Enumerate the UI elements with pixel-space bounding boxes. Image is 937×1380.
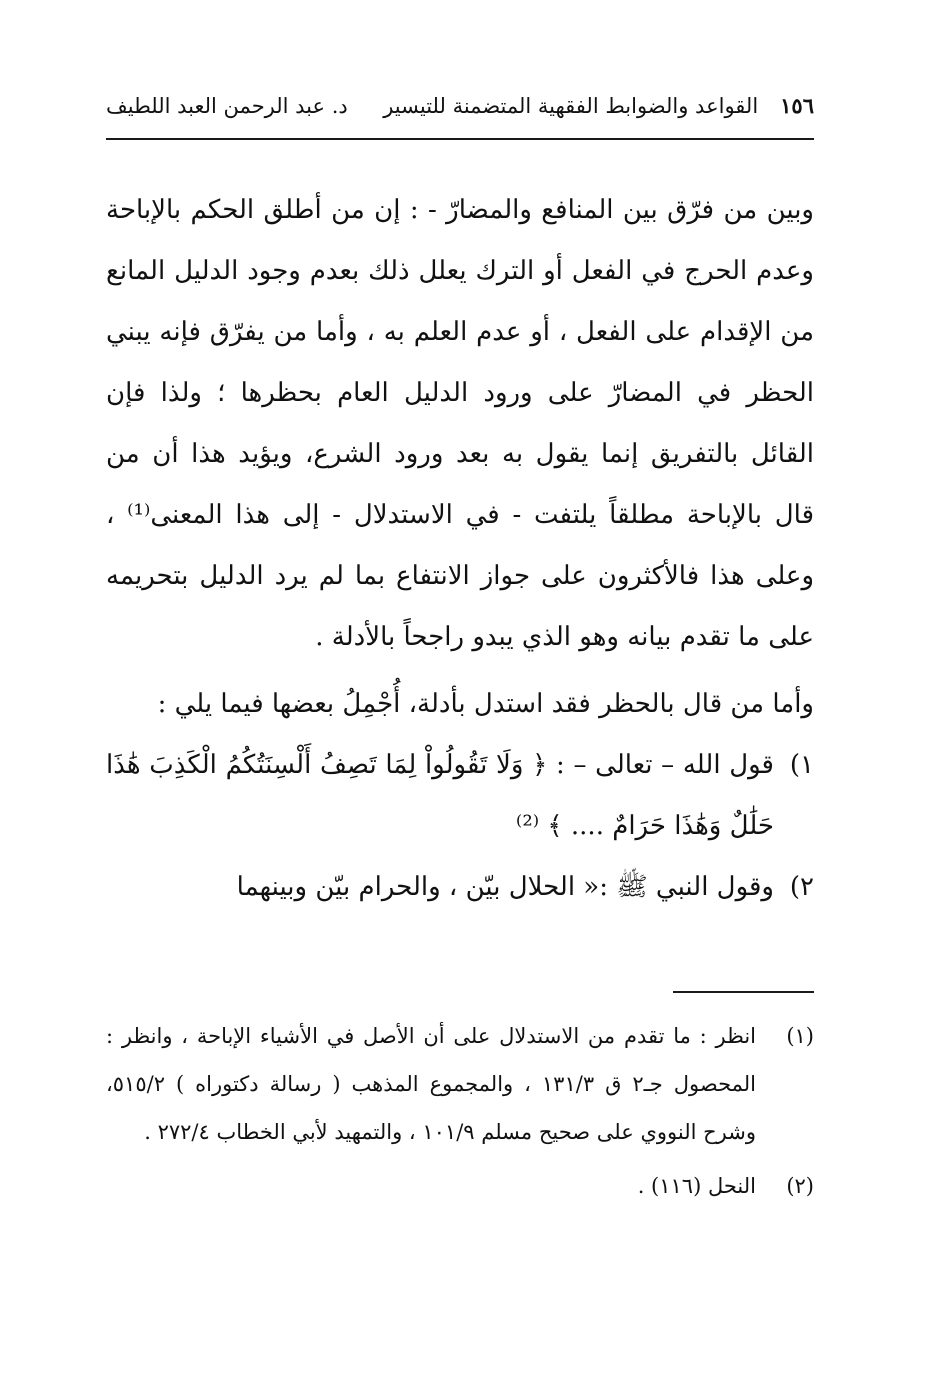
footnote-text: انظر : ما تقدم من الاستدلال على أن الأصل في الأشياء الإباحة ، وانظر : المحصول جـ٢ ق ١٣١/٣ ، والمجموع المذهب ( رسالة دكتوراه ) ٥١٥/٢، وشرح النووي على صحيح مسلم ١٠١/٩ ، والتمهيد لأبي الخطاب ٢٧٢/٤ . [106,1024,756,1144]
evidence-item [106,735,814,857]
paragraph: وأما من قال بالحظر فقد استدل بأدلة، أُجْمِلُ بعضها فيما يلي : [157,689,814,719]
item-text: وقول النبي ﷺ :« الحلال بيّن ، والحرام بيّن وبينهما [236,872,774,902]
footnote-text: النحل (١١٦) . [637,1174,756,1198]
footnote-marker: (٢) [786,1174,814,1198]
author-name: د. عبد الرحمن العبد اللطيف [106,94,348,118]
book-title: القواعد والضوابط الفقهية المتضمنة للتيسير [383,94,759,118]
footnote-divider [673,991,814,993]
footnote [106,1012,814,1156]
header-divider [106,138,814,140]
footnotes [106,1012,814,1216]
item-number: ١) [789,750,814,780]
footnote [106,1162,814,1210]
page-number: ١٥٦ [780,93,814,118]
paragraph: وبين من فرّق بين المنافع والمضارّ - : إن من أطلق الحكم بالإباحة وعدم الحرج في الفعل أو الترك يعلل ذلك بعدم وجود الدليل المانع من الإقدام على الفعل ، أو عدم العلم به ، وأما من يفرّق فإنه يبني الحظر في المضارّ على ورود الدليل العام بحظرها ؛ ولذا فإن القائل بالتفريق إنما يقول به بعد ورود الشرع، ويؤيد هذا أن من قال بالإباحة مطلقاً يلتفت - في الاستدلال - إلى هذا المعنى⁽¹⁾ ، وعلى هذا فالأكثرون على جواز الانتفاع بما لم يرد الدليل بتحريمه على ما تقدم بيانه وهو الذي يبدو راجحاً بالأدلة . [106,195,815,652]
footnote-marker: (١) [786,1024,814,1048]
running-header [106,88,814,124]
body-text [106,180,814,918]
evidence-item [106,857,814,918]
item-number: ٢) [789,872,814,902]
item-text: قول الله – تعالى – : ﴿ وَلَا تَقُولُواْ لِمَا تَصِفُ أَلْسِنَتُكُمُ الْكَذِبَ هَٰذَا حَلَٰلٌ وَهَٰذَا حَرَامٌ .... ﴾ ⁽²⁾ [106,750,774,841]
